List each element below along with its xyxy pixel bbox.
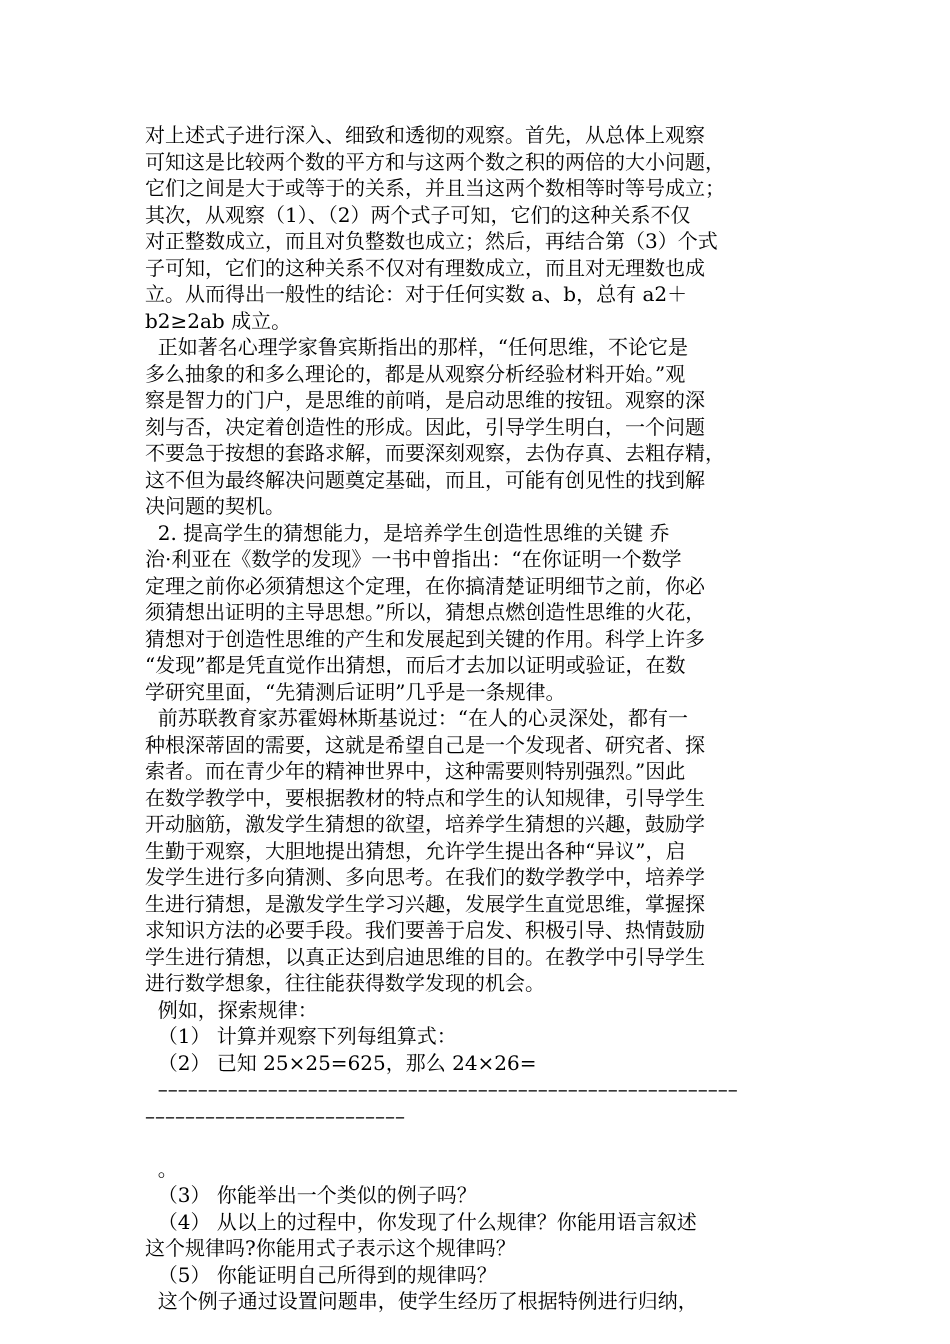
answer-blank-line: ––––––––––––––––––––––––––	[145, 1103, 405, 1128]
text-line: 多么抽象的和多么理论的，都是从观察分析经验材料开始。”观	[145, 361, 686, 386]
text-line: （2） 已知 25×25=625，那么 24×26=	[145, 1050, 537, 1075]
text-line: “发现”都是凭直觉作出猜想，而后才去加以证明或验证，在数	[145, 653, 686, 677]
text-line: 察是智力的门户，是思维的前哨，是启动思维的按钮。观察的深	[145, 388, 705, 412]
text-line: 它们之间是大于或等于的关系，并且当这两个数相等时等号成立；	[145, 176, 725, 200]
text-line: 定理之前你必须猜想这个定理，在你搞清楚证明细节之前，你必	[145, 573, 705, 598]
text-line: 子可知，它们的这种关系不仅对有理数成立，而且对无理数也成	[145, 255, 705, 280]
text-line: 进行数学想象，往往能获得数学发现的机会。	[145, 971, 545, 995]
text-line: 发学生进行多向猜测、多向思考。在我们的数学教学中，培养学	[145, 865, 705, 889]
text-line: 决问题的契机。	[145, 494, 285, 518]
text-line: b2≥2ab 成立。	[145, 308, 292, 333]
text-line: 这个规律吗?你能用式子表示这个规律吗？	[145, 1236, 516, 1260]
text-line: 立。从而得出一般性的结论：对于任何实数 a、b，总有 a2＋	[145, 282, 688, 306]
text-line: 学生进行猜想，以真正达到启迪思维的目的。在教学中引导学生	[145, 944, 705, 969]
text-line: 2. 提高学生的猜想能力，是培养学生创造性思维的关键 乔	[145, 520, 670, 545]
text-line: 治·利亚在《数学的发现》一书中曾指出：“在你证明一个数学	[145, 547, 682, 571]
text-line: 对上述式子进行深入、细致和透彻的观察。首先，从总体上观察	[145, 123, 705, 147]
text-line: 种根深蒂固的需要，这就是希望自己是一个发现者、研究者、探	[145, 732, 705, 757]
answer-blank-line: ––––––––––––––––––––––––––––––––––––––––––––––––––––––––––	[145, 1077, 738, 1101]
text-line: 学研究里面，“先猜测后证明”几乎是一条规律。	[145, 679, 566, 704]
text-line: 这不但为最终解决问题奠定基础，而且，可能有创见性的找到解	[145, 467, 705, 492]
text-line: （3） 你能举出一个类似的例子吗？	[145, 1183, 477, 1207]
text-line: 猜想对于创造性思维的产生和发展起到关键的作用。科学上许多	[145, 626, 705, 651]
blank-line	[145, 1129, 795, 1156]
text-line: 不要急于按想的套路求解，而要深刻观察，去伪存真、去粗存精，	[145, 441, 725, 465]
text-line: （4） 从以上的过程中，你发现了什么规律？你能用语言叙述	[145, 1209, 697, 1234]
text-line: （5） 你能证明自己所得到的规律吗？	[145, 1262, 497, 1287]
text-line: 前苏联教育家苏霍姆林斯基说过：“在人的心灵深处，都有一	[145, 706, 688, 730]
text-line: 其次，从观察（1）、（2）两个式子可知，它们的这种关系不仅	[145, 202, 691, 227]
text-line: 。	[145, 1156, 178, 1181]
text-line: 刻与否，决定着创造性的形成。因此，引导学生明白，一个问题	[145, 414, 705, 439]
text-line: 生进行猜想，是激发学生学习兴趣，发展学生直觉思维，掌握探	[145, 891, 705, 916]
text-line: 对正整数成立，而且对负整数也成立；然后，再结合第（3）个式	[145, 229, 718, 253]
text-line: （1） 计算并观察下列每组算式：	[145, 1024, 457, 1048]
text-line: 正如著名心理学家鲁宾斯指出的那样，“任何思维，不论它是	[145, 335, 688, 359]
text-line: 例如，探索规律：	[145, 997, 318, 1022]
text-line: 索者。而在青少年的精神世界中，这种需要则特别强烈。”因此	[145, 759, 686, 783]
text-line: 在数学教学中，要根据教材的特点和学生的认知规律，引导学生	[145, 785, 705, 810]
document-body	[145, 122, 795, 1315]
text-line: 须猜想出证明的主导思想。”所以，猜想点燃创造性思维的火花，	[145, 600, 706, 624]
text-line: 这个例子通过设置问题串，使学生经历了根据特例进行归纳，	[145, 1289, 698, 1313]
text-line: 开动脑筋，激发学生猜想的欲望，培养学生猜想的兴趣，鼓励学	[145, 812, 705, 836]
text-line: 可知这是比较两个数的平方和与这两个数之积的两倍的大小问题，	[145, 149, 725, 174]
text-line: 求知识方法的必要手段。我们要善于启发、积极引导、热情鼓励	[145, 918, 705, 942]
text-line: 生勤于观察，大胆地提出猜想，允许学生提出各种“异议”，启	[145, 838, 686, 863]
